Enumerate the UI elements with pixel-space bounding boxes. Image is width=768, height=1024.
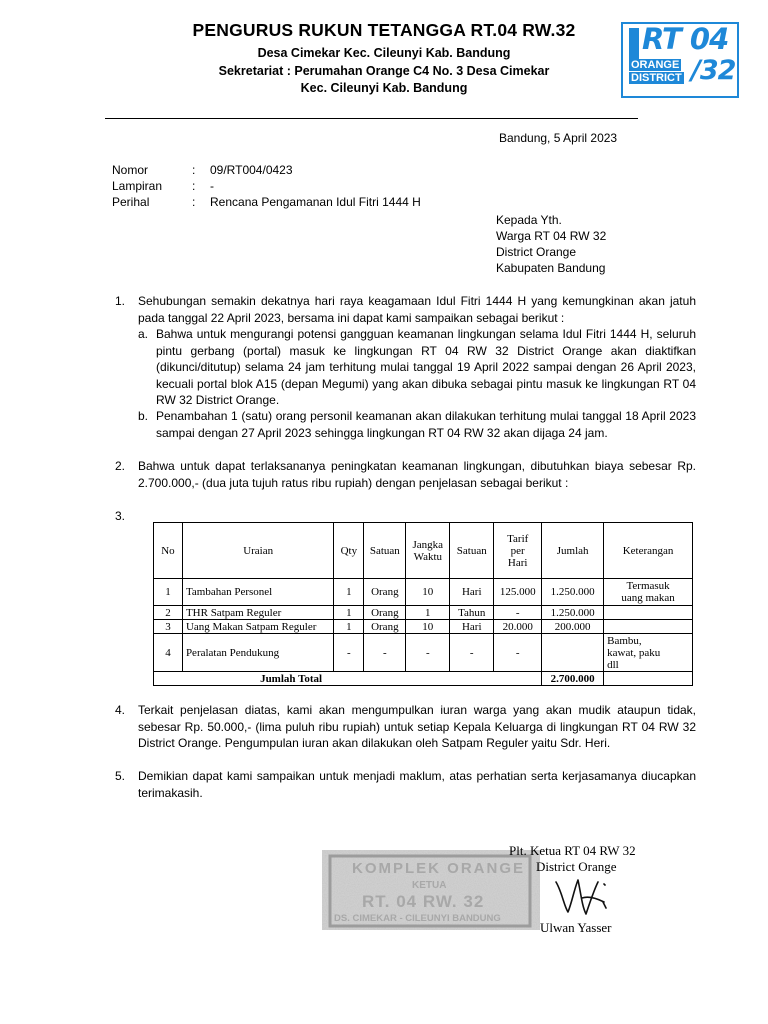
cell-ket-line-1: Termasuk (626, 580, 670, 592)
point-1-text: Sehubungan semakin dekatnya hari raya keagamaan Idul Fitri 1444 H yang kemungkinan akan jatuh pada tanggal 22 April 2023, bersama ini dapat kami sampaikan sebagai berikut : (138, 294, 696, 325)
point-1-number: 1. (115, 294, 126, 308)
point-5-text: Demikian dapat kami sampaikan untuk menjadi maklum, atas perhatian serta kerjasamanya diucapkan terimakasih. (138, 769, 696, 800)
total-label (154, 672, 542, 686)
point-1b-text: Penambahan 1 (satu) orang personil keamanan akan dilakukan terhitung mulai tanggal 18 April 2023 sampai dengan 27 April 2023 sehingga lingkungan RT 04 RW 32 akan dijaga 24 jam. (156, 409, 696, 440)
meta-perihal-value: Rencana Pengamanan Idul Fitri 1444 H (210, 195, 421, 209)
cell-ket-line-1: Bambu, (607, 634, 642, 647)
cell-uraian: Peralatan Pendukung (182, 634, 333, 672)
header-divider (105, 118, 638, 119)
point-5-number: 5. (115, 769, 126, 783)
table-row (154, 634, 693, 672)
col-header-qty: Qty (334, 523, 364, 579)
cell-tarif: 125.000 (494, 579, 542, 606)
col-header-no: No (154, 523, 183, 579)
cell-jumlah (542, 634, 604, 672)
cell-qty: 1 (334, 606, 364, 620)
table-row (154, 606, 693, 620)
col-header-tarif-2: per (510, 544, 525, 557)
col-header-keterangan: Keterangan (604, 523, 693, 579)
recipient-line-4: Kabupaten Bandung (496, 261, 606, 275)
cell-tarif: - (494, 634, 542, 672)
col-header-uraian: Uraian (182, 523, 333, 579)
cell-no: 4 (154, 634, 183, 672)
meta-perihal-label: Perihal (112, 195, 150, 209)
letterhead-address-1: Desa Cimekar Kec. Cileunyi Kab. Bandung (257, 46, 511, 60)
cell-uraian: THR Satpam Reguler (182, 606, 333, 620)
point-1b-letter: b. (138, 409, 149, 423)
point-3-number: 3. (115, 509, 126, 523)
recipient-line-1: Kepada Yth. (496, 213, 562, 227)
signer-title: Plt. Ketua RT 04 RW 32 (509, 843, 636, 858)
cell-ket-line-3: dll (607, 658, 619, 671)
stamp-line-4: DS. CIMEKAR - CILEUNYI BANDUNG (334, 913, 501, 924)
logo-district-text: DISTRICT (631, 72, 682, 84)
cell-uraian: Tambahan Personel (182, 579, 333, 606)
logo-rt-text: RT 04 (642, 22, 729, 56)
cell-no: 1 (154, 579, 183, 606)
stamp-line-3: RT. 04 RW. 32 (362, 892, 485, 911)
meta-lampiran-label: Lampiran (112, 179, 163, 193)
meta-lampiran-sep: : (192, 179, 196, 193)
cell-satuan-2: Tahun (450, 606, 494, 620)
cell-satuan: Orang (364, 606, 406, 620)
meta-lampiran-value: - (210, 179, 214, 193)
point-4-text: Terkait penjelasan diatas, kami akan mengumpulkan iuran warga yang akan mudik ataupun tidak, sebesar Rp. 50.000,- (lima puluh ribu rupiah) untuk setiap Kepala Keluarga di lingkungan RT 04 RW 32 District Orange. Pengumpulan iuran akan dilakukan oleh Satpam Reguler yaitu Sdr. Heri. (138, 703, 696, 750)
table-row (154, 620, 693, 634)
recipient-line-3: District Orange (496, 245, 577, 259)
letterhead-address-2: Sekretariat : Perumahan Orange C4 No. 3 Desa Cimekar (218, 64, 550, 78)
cell-satuan-2: Hari (450, 620, 494, 634)
recipient-line-2: Warga RT 04 RW 32 (496, 229, 607, 243)
point-1a-letter: a. (138, 327, 149, 341)
table-row (154, 579, 693, 606)
cell-keterangan (604, 606, 693, 620)
col-header-jangka-waktu (406, 523, 450, 579)
logo-rw-text: /32 (691, 55, 736, 86)
cell-jumlah: 200.000 (542, 620, 604, 634)
signer-name: Ulwan Yasser (540, 920, 612, 935)
col-header-jumlah: Jumlah (542, 523, 604, 579)
table-header-row (154, 523, 693, 579)
cell-no: 3 (154, 620, 183, 634)
signer-org: District Orange (536, 859, 617, 874)
cell-keterangan (604, 579, 693, 606)
col-header-jangka-2: Waktu (413, 550, 443, 563)
official-stamp (322, 850, 540, 930)
cell-jangka: - (406, 634, 450, 672)
logo-orange-text: ORANGE (631, 59, 680, 71)
col-header-tarif-1: Tarif (507, 532, 529, 545)
cell-satuan-2: Hari (450, 579, 494, 606)
total-empty-cell (604, 672, 693, 686)
cell-jumlah: 1.250.000 (542, 579, 604, 606)
stamp-line-1: KOMPLEK ORANGE (352, 860, 526, 877)
point-2-number: 2. (115, 459, 126, 473)
cell-qty: 1 (334, 620, 364, 634)
cell-uraian: Uang Makan Satpam Reguler (182, 620, 333, 634)
col-header-jangka-1: Jangka (412, 538, 444, 551)
cell-ket-line-2: kawat, paku (607, 646, 661, 659)
cell-jumlah: 1.250.000 (542, 606, 604, 620)
cell-satuan: Orang (364, 620, 406, 634)
cell-satuan: - (364, 634, 406, 672)
total-value: 2.700.000 (542, 672, 604, 686)
cell-no: 2 (154, 606, 183, 620)
cell-jangka: 10 (406, 620, 450, 634)
table-total-row (154, 672, 693, 686)
cell-tarif: 20.000 (494, 620, 542, 634)
col-header-tarif-3: Hari (507, 556, 528, 569)
cell-tarif: - (494, 606, 542, 620)
cell-keterangan (604, 620, 693, 634)
col-header-satuan-2: Satuan (450, 523, 494, 579)
cell-qty: - (334, 634, 364, 672)
cell-keterangan (604, 634, 693, 672)
stamp-line-2: KETUA (412, 880, 447, 891)
letterhead-address-3: Kec. Cileunyi Kab. Bandung (300, 81, 468, 95)
col-header-tarif (494, 523, 542, 579)
point-2-text: Bahwa untuk dapat terlaksananya peningkatan keamanan lingkungan, dibutuhkan biaya sebesar Rp. 2.700.000,- (dua juta tujuh ratus ribu rupiah) dengan penjelasan sebagai berikut : (138, 459, 696, 490)
meta-nomor-sep: : (192, 163, 196, 177)
letterhead-title: PENGURUS RUKUN TETANGGA RT.04 RW.32 (192, 20, 576, 40)
cell-satuan: Orang (364, 579, 406, 606)
total-label-text: Jumlah Total (260, 672, 323, 685)
col-header-satuan: Satuan (364, 523, 406, 579)
point-4-number: 4. (115, 703, 126, 717)
rt-logo (621, 22, 739, 98)
cell-jangka: 1 (406, 606, 450, 620)
cell-jangka: 10 (406, 579, 450, 606)
handwritten-signature (548, 872, 618, 920)
letter-date: Bandung, 5 April 2023 (499, 131, 618, 145)
point-1a-text: Bahwa untuk mengurangi potensi gangguan keamanan lingkungan selama Idul Fitri 1444 H, seluruh pintu gerbang (portal) masuk ke lingkungan RT 04 RW 32 District Orange akan diaktifkan (dikunci/ditutup) selama 24 jam terhitung mulai tanggal 19 April 2022 sampai dengan 26 April 2023, kecuali portal blok A15 (depan Megumi) yang akan dibuka sebagai pintu masuk ke lingkungan RT 04 RW 32 District Orange. (156, 327, 696, 407)
budget-table (153, 522, 693, 686)
cell-satuan-2: - (450, 634, 494, 672)
cell-ket-line-2: uang makan (621, 592, 675, 604)
meta-nomor-label: Nomor (112, 163, 149, 177)
meta-perihal-sep: : (192, 195, 196, 209)
cell-qty: 1 (334, 579, 364, 606)
meta-nomor-value: 09/RT004/0423 (210, 163, 293, 177)
